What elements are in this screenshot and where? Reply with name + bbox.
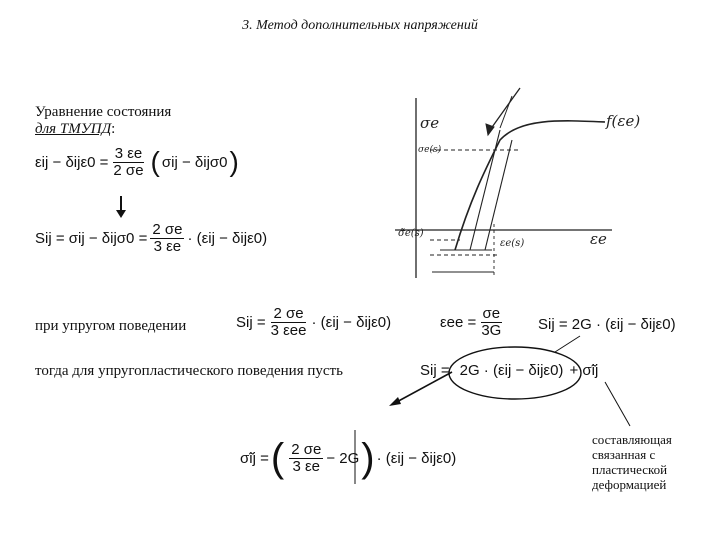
slide-title: 3. Метод дополнительных напряжений bbox=[242, 18, 478, 33]
connector-line bbox=[555, 336, 580, 352]
close-paren: ) bbox=[229, 146, 239, 178]
note-pointer bbox=[605, 382, 630, 426]
plastic-label: тогда для упругопластического поведения пусть bbox=[35, 363, 343, 379]
tmupd-label: для ТМУПД bbox=[35, 121, 112, 137]
plastic-middle: 2G · (εij − δijε0) bbox=[459, 362, 564, 379]
open-paren: ( bbox=[150, 146, 160, 178]
final-close-paren: ) bbox=[361, 436, 375, 480]
elastic-b-numerator: σe bbox=[482, 305, 501, 322]
eq2-denominator: 3 εe bbox=[153, 237, 182, 255]
eq2-rhs: · (εij − δijε0) bbox=[187, 229, 268, 247]
eq1-lhs: εij − δijε0 = bbox=[35, 153, 109, 171]
final-lhs: σ̃ij = bbox=[240, 449, 269, 467]
sketch-y-small: σe(s) bbox=[418, 145, 442, 155]
final-open-paren: ( bbox=[270, 436, 285, 480]
eq1-denominator: 2 σe bbox=[113, 161, 144, 179]
sketch-x-label: εe bbox=[590, 230, 607, 248]
elastic-a-lhs: Sij = bbox=[236, 313, 266, 331]
sketch-y-label: σe bbox=[420, 114, 440, 132]
plastic-tail: + σ̃ij bbox=[569, 362, 599, 379]
plastic-highlight-ellipse bbox=[449, 347, 581, 399]
elastic-b-denominator: 3G bbox=[481, 321, 502, 339]
down-arrow-icon bbox=[116, 196, 126, 218]
eq1-numerator: 3 εe bbox=[114, 145, 143, 162]
elastic-label: при упругом поведении bbox=[35, 318, 187, 334]
eq1-rhs: σij − δijσ0 bbox=[161, 153, 228, 171]
plastic-component-note: составляющая связанная с пластической деформацией bbox=[592, 432, 672, 492]
sketch-curve-label: f(εe) bbox=[606, 112, 641, 130]
elastic-a-numerator: 2 σe bbox=[273, 305, 304, 322]
elastic-a-denominator: 3 εeе bbox=[270, 321, 307, 339]
eq2-lhs: Sij = σij − δijσ0 = bbox=[35, 229, 148, 247]
plastic-lhs: Sij = bbox=[420, 362, 450, 379]
final-numerator: 2 σe bbox=[291, 440, 322, 458]
final-minus: − 2G bbox=[326, 449, 360, 467]
state-label-line1: Уравнение состояния bbox=[35, 104, 172, 120]
equation-elastic-c: Sij = 2G · (εij − δijε0) bbox=[538, 316, 676, 333]
final-denominator: 3 εe bbox=[292, 457, 321, 475]
diagonal-arrow-icon bbox=[389, 372, 452, 406]
eq2-numerator: 2 σe bbox=[152, 221, 183, 238]
elastic-a-rhs: · (εij − δijε0) bbox=[311, 313, 392, 331]
elastic-b-lhs: εeе = bbox=[440, 313, 477, 331]
label-colon: : bbox=[111, 121, 116, 137]
final-rhs: · (εij − δijε0) bbox=[376, 449, 457, 467]
sketch-left-small: σ̃e(s) bbox=[398, 228, 424, 239]
sketch-x-small: εe(s) bbox=[500, 238, 525, 249]
